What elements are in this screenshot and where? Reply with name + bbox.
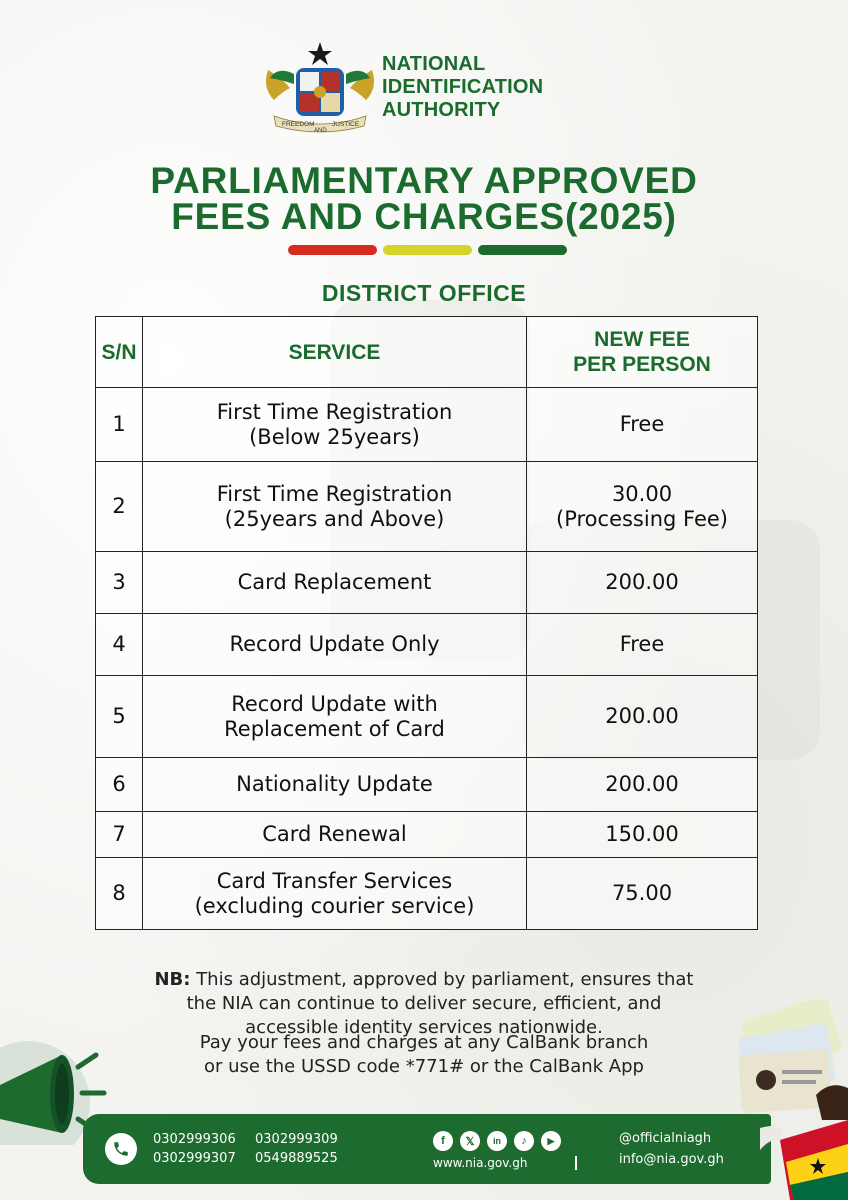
facebook-icon[interactable]: f: [433, 1131, 453, 1151]
header-fee: [527, 317, 758, 388]
organization-name: [382, 53, 543, 122]
row-fee: [527, 552, 758, 614]
section-subtitle: DISTRICT OFFICE: [321, 280, 527, 306]
note-line: accessible identity services nationwide.: [245, 1017, 603, 1038]
row-sn: 3: [96, 552, 143, 614]
row-sn: 7: [96, 812, 143, 858]
phone-icon: [105, 1133, 137, 1165]
fee-line: 75.00: [611, 881, 673, 905]
row-service: [143, 462, 527, 552]
table-row: [96, 858, 758, 930]
social-links: [433, 1131, 593, 1170]
title-line: PARLIAMENTARY APPROVED: [150, 160, 698, 201]
row-fee: [527, 812, 758, 858]
table-row: [96, 758, 758, 812]
row-sn: 1: [96, 388, 143, 462]
service-line: Card Transfer Services: [216, 868, 453, 893]
youtube-icon[interactable]: ▶: [541, 1131, 561, 1151]
service-line: Nationality Update: [236, 772, 433, 796]
service-line: (Below 25years): [249, 424, 420, 449]
svg-text:JUSTICE: JUSTICE: [332, 121, 360, 128]
red-stripe: [288, 245, 377, 255]
row-fee: [527, 676, 758, 758]
row-service: [143, 614, 527, 676]
header-service: SERVICE: [143, 317, 527, 388]
table-row: [96, 676, 758, 758]
row-fee: [527, 858, 758, 930]
note-line: [0, 968, 848, 992]
service-line: (25years and Above): [224, 506, 445, 531]
fee-line: Free: [619, 632, 665, 656]
table-row: [96, 552, 758, 614]
row-fee: [527, 758, 758, 812]
tiktok-icon[interactable]: ♪: [514, 1131, 534, 1151]
phone-glyph: [112, 1140, 130, 1158]
table-row: [96, 388, 758, 462]
row-sn: 2: [96, 462, 143, 552]
table-header-row: [96, 317, 758, 388]
x-icon[interactable]: 𝕏: [460, 1131, 480, 1151]
page-title: [0, 160, 848, 237]
row-sn: 6: [96, 758, 143, 812]
linkedin-icon[interactable]: in: [487, 1131, 507, 1151]
header-fee-line: PER PERSON: [573, 353, 711, 376]
fee-line: 200.00: [605, 772, 679, 796]
service-line: First Time Registration: [216, 399, 453, 424]
row-service: [143, 552, 527, 614]
flag-color-stripes: [288, 245, 567, 255]
row-fee: [527, 462, 758, 552]
service-line: Record Update Only: [229, 632, 440, 656]
phone-number[interactable]: 0302999306: [153, 1132, 236, 1147]
row-fee: [527, 614, 758, 676]
green-stripe: [478, 245, 567, 255]
row-sn: 4: [96, 614, 143, 676]
org-name-line: IDENTIFICATION: [382, 76, 544, 98]
fee-line: 30.00: [611, 481, 673, 506]
email-link[interactable]: info@nia.gov.gh: [619, 1152, 724, 1167]
fee-line: 150.00: [605, 822, 679, 846]
footer-bar: [83, 1114, 771, 1184]
row-service: [143, 758, 527, 812]
header: [260, 40, 543, 135]
svg-text:FREEDOM: FREEDOM: [282, 121, 315, 128]
coat-of-arms-logo: [260, 40, 380, 135]
service-line: First Time Registration: [216, 481, 453, 506]
phone-number[interactable]: 0302999307: [153, 1151, 236, 1166]
org-name-line: NATIONAL: [382, 53, 486, 75]
ghana-flag-image: [760, 1110, 848, 1200]
row-service: [143, 812, 527, 858]
note-text: This adjustment, approved by parliament, ensures that: [190, 969, 694, 990]
row-sn: 8: [96, 858, 143, 930]
service-line: (excluding courier service): [194, 893, 475, 918]
header-sn: S/N: [96, 317, 143, 388]
id-cards-image: [730, 1000, 848, 1120]
fees-table: [95, 316, 758, 930]
payment-line: Pay your fees and charges at any CalBank branch: [199, 1032, 649, 1053]
service-line: Replacement of Card: [224, 716, 445, 741]
note-line: the NIA can continue to deliver secure, efficient, and: [186, 993, 662, 1014]
social-icons-row: [433, 1131, 593, 1151]
row-service: [143, 388, 527, 462]
table-row: [96, 462, 758, 552]
phone-number[interactable]: 0549889525: [255, 1151, 338, 1166]
header-fee-line: NEW FEE: [594, 328, 690, 351]
phone-numbers: [153, 1130, 355, 1168]
contact-info: [619, 1128, 724, 1170]
website-link[interactable]: www.nia.gov.gh: [433, 1156, 528, 1170]
table-row: [96, 614, 758, 676]
fee-line: 200.00: [605, 704, 679, 728]
service-line: Card Renewal: [262, 822, 407, 846]
row-fee: [527, 388, 758, 462]
payment-line: or use the USSD code *771# or the CalBank App: [204, 1056, 644, 1077]
table-row: [96, 812, 758, 858]
org-name-line: AUTHORITY: [382, 99, 501, 121]
fee-line: Free: [619, 412, 665, 436]
yellow-stripe: [383, 245, 472, 255]
note-label: NB:: [154, 969, 191, 990]
row-sn: 5: [96, 676, 143, 758]
table-body: [96, 388, 758, 930]
phone-number[interactable]: 0302999309: [255, 1132, 338, 1147]
fee-line: (Processing Fee): [556, 506, 728, 531]
row-service: [143, 858, 527, 930]
footer-divider: [575, 1156, 577, 1170]
fee-line: 200.00: [605, 570, 679, 594]
social-handle[interactable]: @officialniagh: [619, 1131, 712, 1146]
service-line: Record Update with: [231, 691, 438, 716]
svg-text:AND: AND: [314, 128, 327, 134]
title-line: FEES AND CHARGES(2025): [171, 196, 677, 237]
service-line: Card Replacement: [237, 570, 432, 594]
row-service: [143, 676, 527, 758]
